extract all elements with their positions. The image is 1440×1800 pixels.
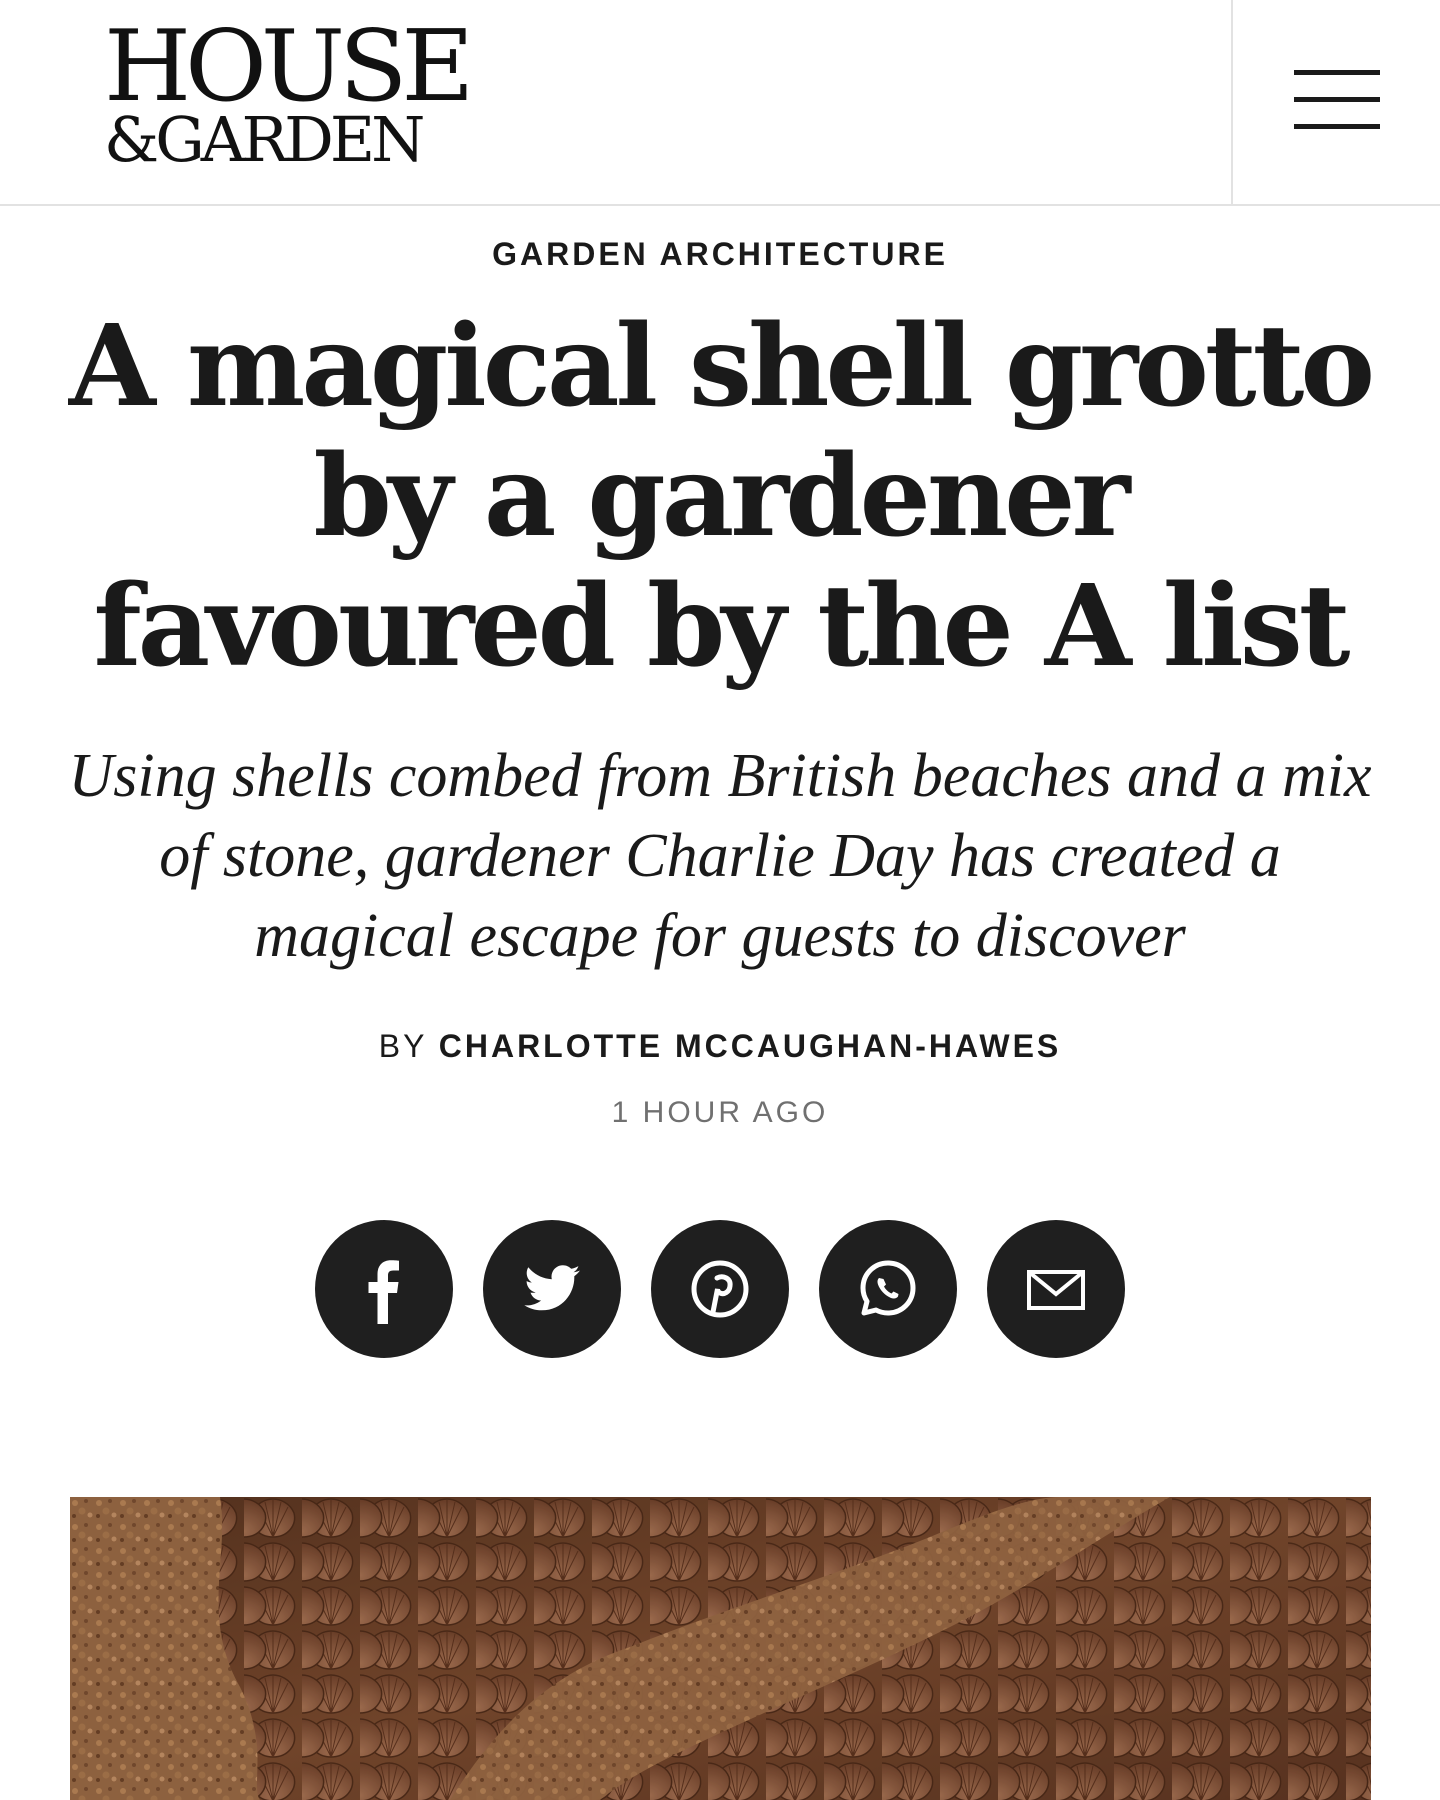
article-headline: A magical shell grotto by a gardener favoured by the A list [68, 301, 1372, 692]
category-link[interactable]: GARDEN ARCHITECTURE [492, 236, 948, 272]
lead-image-shell-grotto [70, 1497, 1371, 1800]
shell-grotto-photo [70, 1497, 1371, 1800]
site-logo[interactable] [104, 10, 469, 176]
twitter-icon [483, 1220, 621, 1358]
byline-prefix: BY [378, 1028, 427, 1064]
facebook-icon [315, 1220, 453, 1358]
share-buttons [315, 1220, 1125, 1360]
site-header [0, 0, 1440, 206]
share-twitter-button[interactable] [483, 1220, 621, 1358]
logo-line-house: HOUSE [104, 10, 469, 124]
share-pinterest-button[interactable] [651, 1220, 789, 1358]
share-whatsapp-button[interactable] [819, 1220, 957, 1358]
publish-timestamp: 1 HOUR AGO [611, 1096, 829, 1129]
share-facebook-button[interactable] [315, 1220, 453, 1358]
whatsapp-icon [819, 1220, 957, 1358]
author-link[interactable]: CHARLOTTE MCCAUGHAN-HAWES [438, 1028, 1062, 1064]
article-dek: Using shells combed from British beaches and a mix of stone, gardener Charlie Day has created a magical escape for guests to discover [68, 742, 1372, 970]
share-email-button[interactable] [987, 1220, 1125, 1358]
pinterest-icon [651, 1220, 789, 1358]
byline [0, 1028, 1440, 1065]
email-icon [987, 1220, 1125, 1358]
menu-button[interactable] [1294, 70, 1380, 130]
header-divider [1231, 0, 1233, 206]
logo-line-garden: &GARDEN [104, 103, 422, 176]
